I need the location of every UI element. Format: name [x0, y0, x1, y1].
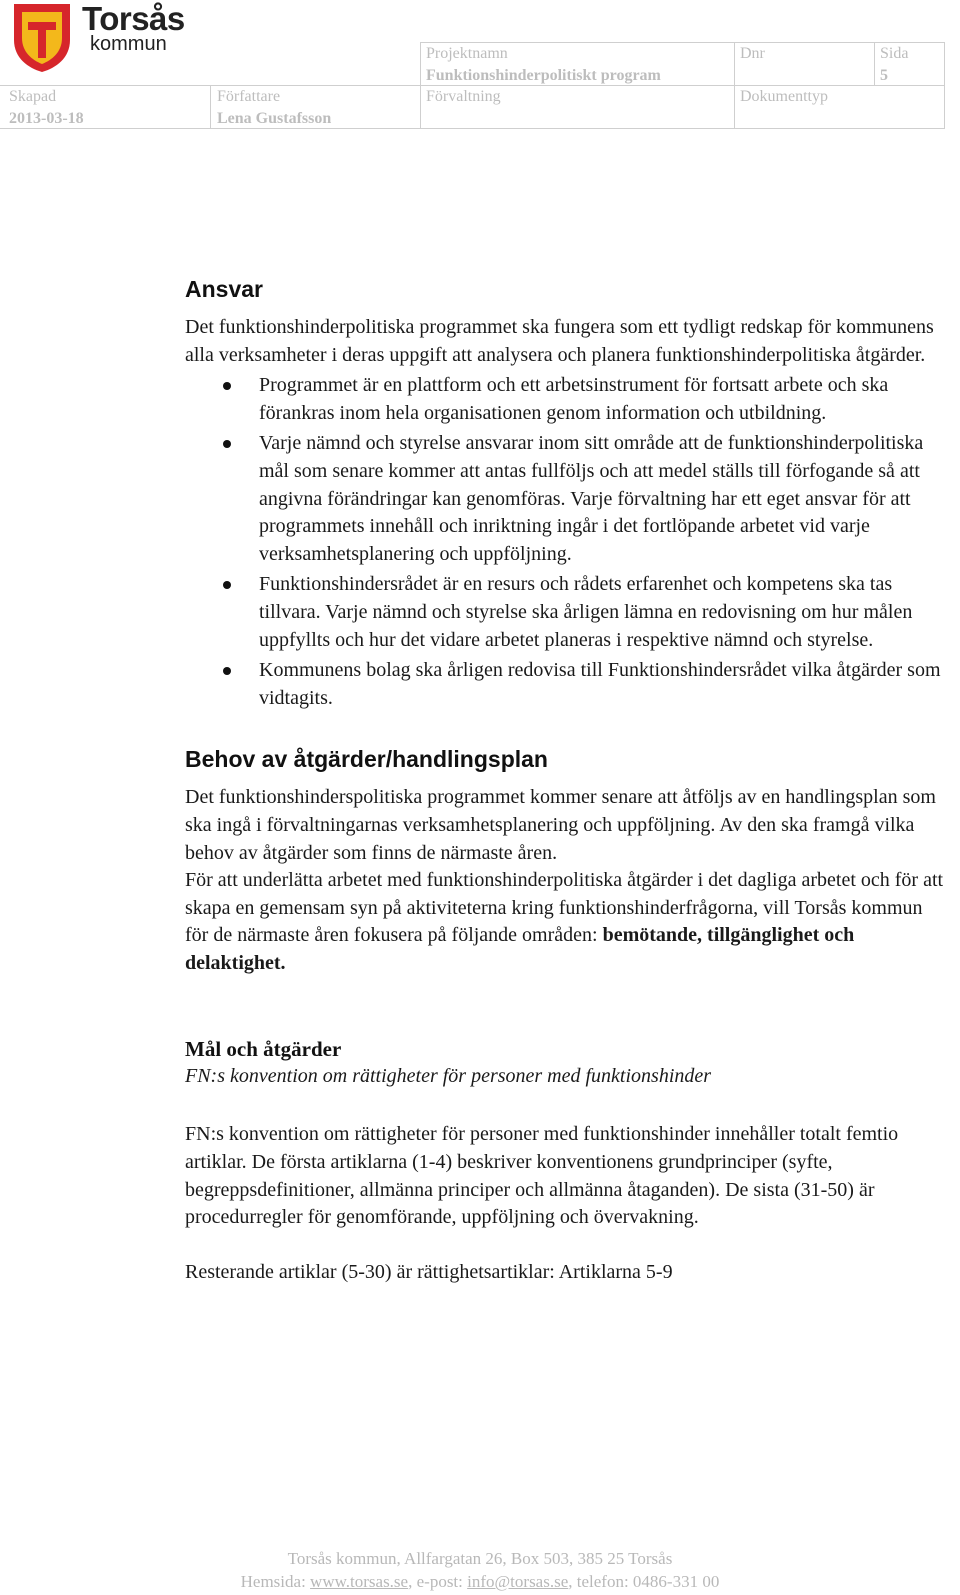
behov-paragraph-2: [185, 867, 945, 977]
skapad-value: 2013-03-18: [9, 110, 84, 127]
projektnamn-label: Projektnamn: [426, 45, 508, 62]
mal-subtitle: FN:s konvention om rättigheter för personer med funktionshinder: [185, 1065, 712, 1088]
skapad-cell: [9, 86, 204, 130]
sida-value: 5: [880, 67, 888, 84]
bullet-icon: [223, 382, 231, 390]
skapad-label: Skapad: [9, 88, 57, 105]
epost-label: , e-post:: [408, 1572, 468, 1591]
projektnamn-cell: [426, 43, 726, 87]
heading-ansvar: Ansvar: [185, 276, 263, 302]
behov-paragraph-2-text: För att underlätta arbetet med funktionshinderpolitiska åtgärder i det dagliga arbetet och för att skapa en gemensam syn på aktiviteterna kring funktionshinderfrågorna, vill Torsås kommun för de närmaste åren fokusera på följande områden:: [185, 869, 944, 947]
focus-areas-bold: bemötande, tillgänglighet och delaktighet.: [185, 924, 855, 974]
bullet-icon: [223, 581, 231, 589]
list-item: [185, 430, 945, 568]
telefon-text: , telefon: 0486-331 00: [568, 1572, 720, 1591]
forfattare-cell: [217, 86, 417, 130]
forvaltning-label: Förvaltning: [426, 88, 501, 105]
mal-paragraph-2: Resterande artiklar (5-30) är rättighetsartiklar: Artiklarna 5-9: [185, 1260, 673, 1283]
logo-brand-text: Torsås: [82, 0, 185, 37]
dokumenttyp-cell: [740, 86, 940, 108]
section-ansvar: [185, 272, 945, 712]
logo-subtitle-text: kommun: [90, 33, 167, 55]
bullet-icon: [223, 667, 231, 675]
hemsida-label: Hemsida:: [240, 1572, 311, 1591]
bullet-text: Funktionshindersrådet är en resurs och rådets erfarenhet och kompetens ska tas tillvara. Varje nämnd och styrelse ska årligen lämna en redovisning om hur målen uppfyllts och hur det vidare arbetet planeras i respektive nämnd och styrelse.: [259, 573, 913, 651]
email-link[interactable]: info@torsas.se: [467, 1572, 569, 1591]
section-behov: [185, 742, 945, 977]
list-item: [185, 372, 945, 427]
forfattare-value: Lena Gustafsson: [217, 110, 332, 127]
bullet-text: Programmet är en plattform och ett arbetsinstrument för fortsatt arbete och ska förankras inom hela organisationen genom information och utbildning.: [259, 374, 889, 424]
sida-cell: [880, 43, 940, 87]
dokumenttyp-label: Dokumenttyp: [740, 88, 828, 105]
dnr-label: Dnr: [740, 45, 765, 62]
forvaltning-cell: [426, 86, 726, 108]
footer-address: Torsås kommun, Allfargatan 26, Box 503, 385 25 Torsås: [287, 1549, 673, 1568]
list-item: [185, 657, 945, 712]
document-body: [185, 272, 945, 1286]
bullet-text: Varje nämnd och styrelse ansvarar inom sitt område att de funktionshinderpolitiska mål som senare kommer att antas fullföljs och att medel ställs till förfogande så att angivna förändringar kan genomföras. Varje förvaltning har ett eget ansvar för att programmets innehåll och inriktning ingår i det fortlöpande arbetet vid varje verksamhetsplanering och uppföljning.: [259, 432, 924, 565]
website-link[interactable]: www.torsas.se: [310, 1572, 409, 1591]
forfattare-label: Författare: [217, 88, 281, 105]
torsas-logo: [10, 0, 185, 78]
mal-paragraph-1: FN:s konvention om rättigheter för personer med funktionshinder innehåller totalt femtio artiklar. De första artiklarna (1-4) beskriver konventionens grundprinciper (syfte, begreppsdefinitioner, allmänna principer och allmänna åtaganden). De sista (31-50) är procedurregler för genomförande, uppföljning och övervakning.: [185, 1123, 899, 1229]
ansvar-bullet-list: [185, 372, 945, 712]
section-mal: [185, 1035, 945, 1286]
list-item: [185, 571, 945, 654]
bullet-icon: [223, 440, 231, 448]
municipal-crest-icon: [12, 2, 72, 74]
ansvar-intro: Det funktionshinderpolitiska programmet ska fungera som ett tydligt redskap för kommunens alla verksamheter i deras uppgift att analysera och planera funktionshinderpolitiska åtgärder.: [185, 316, 934, 366]
behov-paragraph-1: Det funktionshinderspolitiska programmet kommer senare att åtföljs av en handlingsplan som ska ingå i förvaltningarnas verksamhetsplanering och uppföljning. Av den ska framgå vilka behov av åtgärder som finns de närmaste åren.: [185, 786, 936, 864]
projektnamn-value: Funktionshinderpolitiskt program: [426, 67, 661, 84]
bullet-text: Kommunens bolag ska årligen redovisa till Funktionshindersrådet vilka åtgärder som vidtagits.: [259, 659, 941, 709]
dnr-cell: [740, 43, 870, 65]
heading-mal: Mål och åtgärder: [185, 1037, 342, 1062]
footer-contact: [0, 1570, 960, 1593]
heading-behov: Behov av åtgärder/handlingsplan: [185, 746, 548, 773]
sida-label: Sida: [880, 45, 909, 62]
